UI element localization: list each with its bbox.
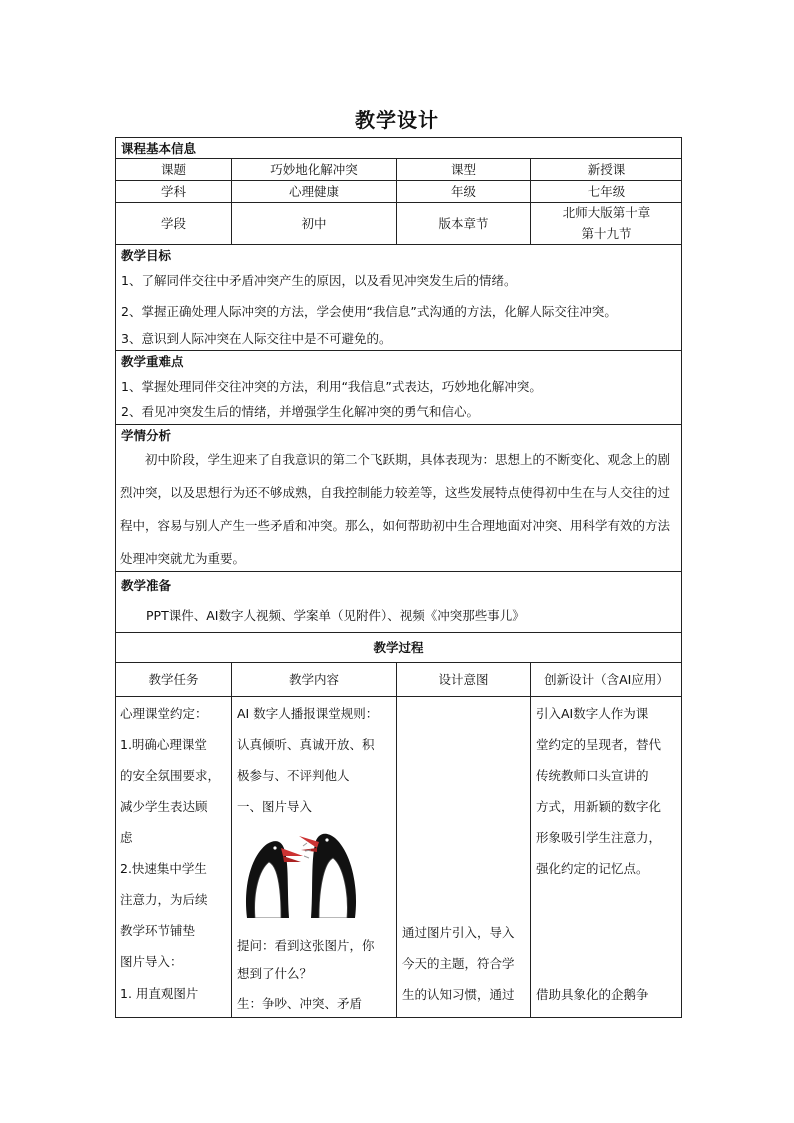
- value-topic: 巧妙地化解冲突: [270, 162, 358, 177]
- task-line: 注意力，为后续: [120, 892, 208, 907]
- preparation-text: PPT课件、AI数字人视频、学案单（见附件）、视频《冲突那些事儿》: [146, 608, 525, 623]
- lesson-plan-table: [115, 137, 682, 1018]
- content-line: 认真倾听、真诚开放、积: [237, 737, 375, 752]
- label-lesson-type: 课型: [450, 162, 476, 177]
- row-divider: [115, 244, 682, 245]
- goal-item: 1、了解同伴交往中矛盾冲突产生的原因，以及看见冲突发生后的情绪。: [121, 273, 517, 288]
- task-line: 的安全氛围要求，: [120, 768, 221, 783]
- task-line: 1.明确心理课堂: [120, 737, 207, 752]
- content-line: 极参与、不评判他人: [237, 768, 350, 783]
- header-intent: 设计意图: [438, 672, 489, 687]
- value-stage: 初中: [301, 216, 327, 231]
- row-divider: [115, 662, 682, 663]
- page-title: 教学设计: [355, 108, 439, 132]
- header-content: 教学内容: [288, 672, 339, 687]
- task-line: 图片导入：: [120, 954, 183, 969]
- label-grade: 年级: [450, 184, 476, 199]
- header-task: 教学任务: [148, 672, 199, 687]
- task-line: 虑: [120, 830, 133, 845]
- innovation-line: 形象吸引学生注意力，: [536, 830, 662, 845]
- task-line: 减少学生表达顾: [120, 799, 208, 814]
- content-line: 提问：看到这张图片，你: [237, 938, 375, 953]
- task-line: 教学环节铺垫: [120, 923, 196, 938]
- penguins-arguing-image: [237, 826, 365, 918]
- label-stage: 学段: [160, 216, 186, 231]
- value-lesson-type: 新授课: [587, 162, 626, 177]
- label-topic: 课题: [160, 162, 186, 177]
- col-divider: [530, 662, 531, 1018]
- section-goals: 教学目标: [121, 248, 172, 263]
- value-subject: 心理健康: [288, 184, 339, 199]
- task-line: 1. 用直观图片: [120, 986, 199, 1001]
- innovation-line: 强化约定的记忆点。: [536, 861, 649, 876]
- section-key-points: 教学重难点: [121, 354, 184, 369]
- intent-line: 今天的主题，符合学: [402, 956, 515, 971]
- header-innovation: 创新设计（含AI应用）: [544, 672, 669, 687]
- goal-item: 2、掌握正确处理人际冲突的方法，学会使用“我信息”式沟通的方法，化解人际交往冲突。: [121, 304, 617, 319]
- innovation-line: 方式，用新颖的数字化: [536, 799, 662, 814]
- task-line: 2.快速集中学生: [120, 861, 207, 876]
- key-point-item: 1、掌握处理同伴交往冲突的方法，利用“我信息”式表达，巧妙地化解冲突。: [121, 379, 542, 394]
- row-divider: [115, 180, 682, 181]
- task-line: 心理课堂约定：: [120, 706, 208, 721]
- analysis-paragraph: 初中阶段，学生迎来了自我意识的第二个飞跃期，具体表现为：思想上的不断变化、观念上的剧烈冲突，以及思想行为还不够成熟，自我控制能力较差等，这些发展特点使得初中生在与人交往的过程中，容易与别人产生一些矛盾和冲突。那么，如何帮助初中生合理地面对冲突、用科学有效的方法处理冲突就尤为重要。: [120, 452, 671, 566]
- row-divider: [115, 202, 682, 203]
- innovation-line: 堂约定的呈现者，替代: [536, 737, 662, 752]
- intent-line: 生的认知习惯，通过: [402, 987, 515, 1002]
- label-subject: 学科: [160, 184, 186, 199]
- section-basic-info: 课程基本信息: [121, 141, 197, 156]
- innovation-line: 传统教师口头宣讲的: [536, 768, 649, 783]
- label-chapter: 版本章节: [438, 216, 489, 231]
- row-divider: [115, 632, 682, 633]
- goal-item: 3、意识到人际冲突在人际交往中是不可避免的。: [121, 331, 392, 346]
- row-divider: [115, 424, 682, 425]
- row-divider: [115, 158, 682, 159]
- value-chapter-line2: 第十九节: [581, 226, 632, 241]
- content-line: 生：争吵、冲突、矛盾: [237, 996, 363, 1011]
- section-preparation: 教学准备: [121, 578, 172, 593]
- key-point-item: 2、看见冲突发生后的情绪，并增强学生化解冲突的勇气和信心。: [121, 404, 479, 419]
- section-analysis: 学情分析: [121, 428, 172, 443]
- innovation-line: 借助具象化的企鹅争: [536, 987, 649, 1002]
- section-process: 教学过程: [373, 640, 424, 655]
- value-chapter-line1: 北师大版第十章: [562, 205, 651, 220]
- content-line: AI 数字人播报课堂规则：: [237, 706, 379, 721]
- value-grade: 七年级: [587, 184, 626, 199]
- col-divider: [231, 662, 232, 1018]
- content-line: 一、图片导入: [237, 799, 313, 814]
- col-divider: [396, 662, 397, 1018]
- intent-line: 通过图片引入，导入: [402, 925, 515, 940]
- innovation-line: 引入AI数字人作为课: [536, 706, 649, 721]
- row-divider: [115, 350, 682, 351]
- row-divider: [115, 696, 682, 697]
- content-line: 想到了什么？: [237, 966, 313, 981]
